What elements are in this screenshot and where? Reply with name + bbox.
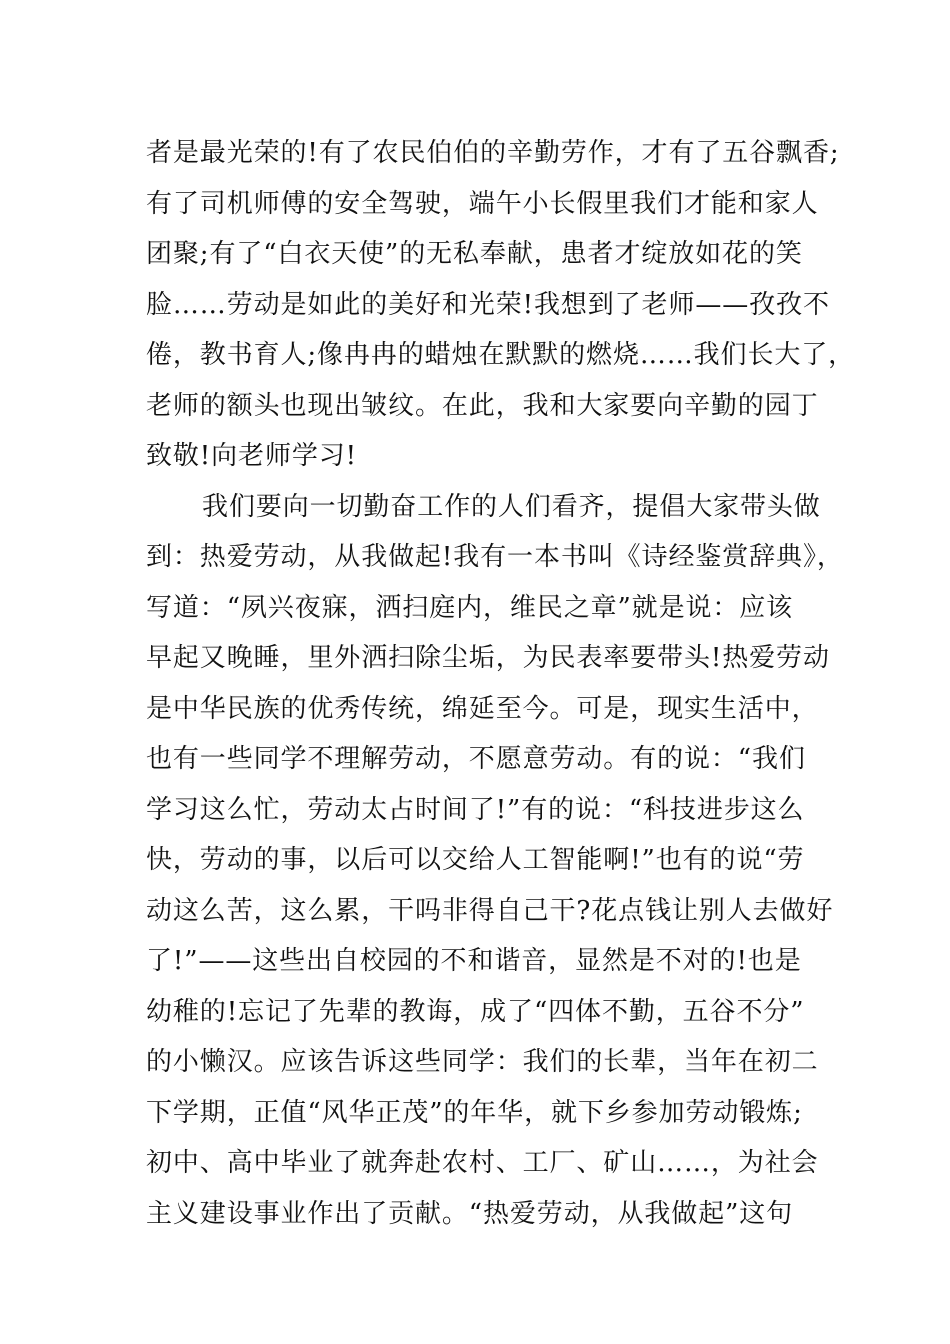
text-line: 下学期，正值“风华正茂”的年华，就下乡参加劳动锻炼; — [146, 1097, 803, 1128]
text-line: 幼稚的!忘记了先辈的教诲，成了“四体不勤，五谷不分” — [146, 996, 805, 1027]
text-line: 初中、高中毕业了就奔赴农村、工厂、矿山……，为社会 — [146, 1148, 819, 1178]
text-line: 到：热爱劳动，从我做起!我有一本书叫《诗经鉴赏辞典》， — [146, 542, 844, 572]
text-line: 快，劳动的事，以后可以交给人工智能啊!”也有的说“劳 — [146, 845, 805, 875]
text-line: 老师的额头也现出皱纹。在此，我和大家要向辛勤的园丁 — [146, 390, 819, 421]
text-line: 了!”——这些出自校园的不和谐音，显然是不对的!也是 — [146, 946, 802, 976]
text-line: 有了司机师傅的安全驾驶，端午小长假里我们才能和家人 — [146, 188, 819, 219]
text-line: 也有一些同学不理解劳动，不愿意劳动。有的说：“我们 — [146, 744, 806, 774]
text-line: 动这么苦，这么累，干吗非得自己干?花点钱让别人去做好 — [146, 895, 834, 926]
text-line: 脸……劳动是如此的美好和光荣!我想到了老师——孜孜不 — [146, 289, 830, 320]
paragraph-first-line: 我们要向一切勤奋工作的人们看齐，提倡大家带头做 — [202, 491, 821, 522]
text-line: 学习这么忙，劳动太占时间了!”有的说：“科技进步这么 — [146, 794, 805, 825]
text-line: 是中华民族的优秀传统，绵延至今。可是，现实生活中， — [146, 693, 819, 724]
text-line: 写道：“夙兴夜寐，洒扫庭内，维民之章”就是说：应该 — [146, 592, 794, 623]
body-text — [146, 131, 856, 1242]
text-line: 主义建设事业作出了贡献。“热爱劳动，从我做起”这句 — [146, 1198, 794, 1229]
text-line: 团聚;有了“白衣天使”的无私奉献，患者才绽放如花的笑 — [146, 239, 803, 269]
text-line: 早起又晚睡，里外洒扫除尘垢，为民表率要带头!热爱劳动 — [146, 643, 830, 673]
text-line: 的小懒汉。应该告诉这些同学：我们的长辈，当年在初二 — [146, 1047, 819, 1077]
text-line: 者是最光荣的!有了农民伯伯的辛勤劳作，才有了五谷飘香; — [146, 138, 840, 168]
text-line: 倦，教书育人;像冉冉的蜡烛在默默的燃烧……我们长大了， — [146, 340, 856, 370]
text-line: 致敬!向老师学习! — [146, 441, 357, 471]
